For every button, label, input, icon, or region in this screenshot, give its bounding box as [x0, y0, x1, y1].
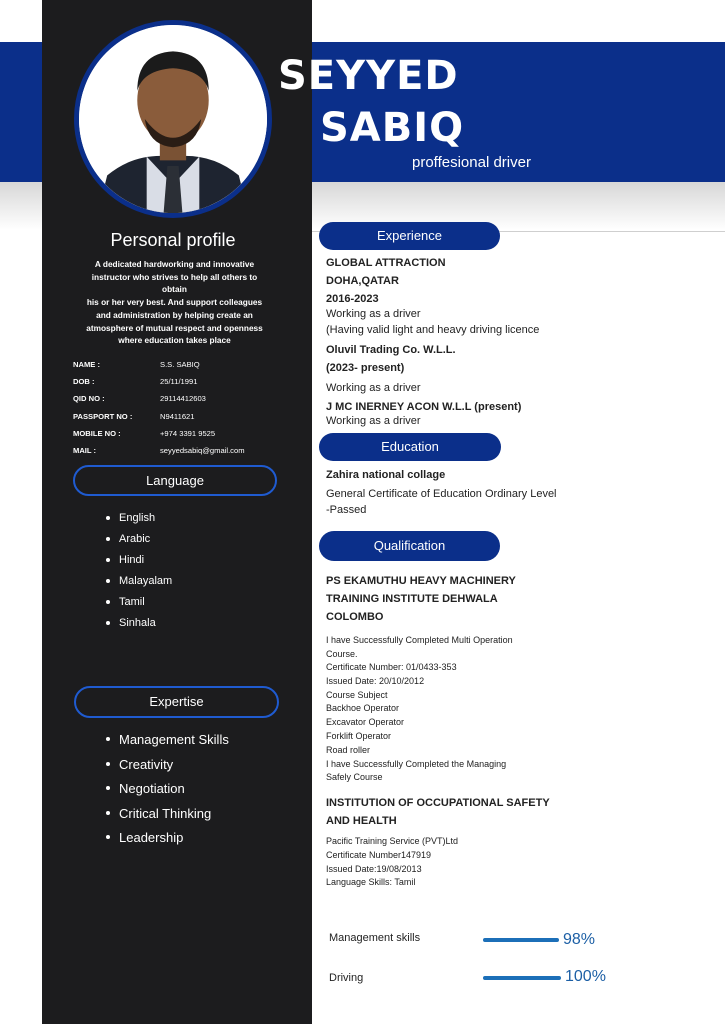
detail-row-dob [73, 373, 303, 390]
company-name: GLOBAL ATTRACTION [326, 257, 446, 269]
qualification-detail: Language Skills: Tamil [326, 877, 416, 887]
detail-row-qid [73, 390, 303, 407]
detail-row-name [73, 356, 303, 373]
company-location: DOHA,QATAR [326, 275, 399, 287]
company-name: J MC INERNEY ACON W.L.L (present) [326, 401, 522, 413]
language-list [119, 510, 172, 636]
skill-percent-management: 98% [563, 931, 596, 948]
detail-row-passport [73, 408, 303, 425]
qualification-detail: Issued Date:19/08/2013 [326, 864, 422, 874]
education-detail: -Passed [326, 504, 367, 516]
qualification-detail: Pacific Training Service (PVT)Ltd [326, 836, 459, 846]
first-name: SEYYED [278, 53, 459, 99]
list-item: Management Skills [119, 731, 229, 756]
detail-row-mobile [73, 425, 303, 442]
qualification-detail: Backhoe Operator [326, 703, 400, 713]
personal-details [73, 356, 303, 459]
detail-label: NAME : [73, 360, 100, 370]
list-item: Malayalam [119, 573, 172, 594]
list-item: English [119, 510, 172, 531]
school-name: Zahira national collage [326, 469, 446, 481]
list-item: Tamil [119, 594, 172, 615]
detail-value: N9411621 [160, 411, 195, 421]
institution-name: PS EKAMUTHU HEAVY MACHINERY [326, 575, 516, 587]
summary-line: where education takes place [118, 335, 231, 346]
last-name: SABIQ [320, 105, 465, 151]
summary-line: instructor who strives to help all others to [91, 271, 258, 282]
qualification-detail: Certificate Number: 01/0433-353 [326, 662, 457, 672]
list-item: Arabic [119, 531, 172, 552]
qualification-detail: Issued Date: 20/10/2012 [326, 676, 425, 686]
qualification-detail: Road roller [326, 745, 371, 755]
job-role: Working as a driver [326, 308, 421, 320]
skill-bar-management [483, 938, 559, 942]
qualification-detail: Forklift Operator [326, 731, 392, 741]
job-role: Working as a driver [326, 415, 421, 427]
qualification-detail: Certificate Number147919 [326, 850, 432, 860]
detail-label: DOB : [73, 377, 95, 387]
detail-label: MAIL : [73, 446, 97, 456]
institution-name: INSTITUTION OF OCCUPATIONAL SAFETY [326, 797, 550, 809]
institution-name: TRAINING INSTITUTE DEHWALA [326, 593, 498, 605]
detail-value: 29114412603 [160, 394, 206, 404]
list-item: Hindi [119, 552, 172, 573]
detail-value: 25/11/1991 [160, 377, 198, 387]
summary-line: and administration by helping create an [96, 309, 253, 320]
list-item: Negotiation [119, 780, 229, 805]
detail-label: QID NO : [73, 394, 105, 404]
institution-name: AND HEALTH [326, 815, 397, 827]
summary-line: A dedicated hardworking and innovative [94, 259, 255, 269]
qualification-detail: I have Successfully Completed Multi Operation [326, 635, 513, 645]
qualification-detail: Safely Course [326, 772, 383, 782]
employment-years: (2023- present) [326, 362, 405, 374]
expertise-heading: Expertise [74, 686, 279, 718]
job-note: (Having valid light and heavy driving licence [326, 324, 540, 336]
qualification-detail: Course. [326, 649, 358, 659]
experience-heading: Experience [319, 222, 500, 250]
portrait-image [79, 25, 267, 213]
profile-summary [62, 258, 287, 347]
detail-value: S.S. SABIQ [160, 360, 200, 370]
detail-value: seyyedsabiq@gmail.com [160, 446, 245, 456]
detail-label: MOBILE NO : [73, 428, 121, 438]
detail-label: PASSPORT NO : [73, 411, 133, 421]
qualification-detail: Excavator Operator [326, 717, 405, 727]
skill-label-management: Management skills [329, 932, 421, 944]
detail-value: +974 3391 9525 [160, 428, 216, 438]
qualification-detail: Course Subject [326, 690, 388, 700]
job-title: proffesional driver [412, 154, 531, 171]
summary-line: atmosphere of mutual respect and openness [86, 322, 263, 333]
skill-bar-driving [483, 976, 561, 980]
language-heading: Language [73, 465, 277, 496]
employment-years: 2016-2023 [326, 293, 379, 305]
expertise-list [119, 731, 229, 854]
list-item: Creativity [119, 756, 229, 781]
list-item: Sinhala [119, 615, 172, 636]
qualification-heading: Qualification [319, 531, 500, 561]
summary-line: obtain [162, 284, 187, 295]
skill-label-driving: Driving [329, 972, 364, 984]
summary-line: his or her very best. And support colleagues [86, 297, 263, 308]
list-item: Critical Thinking [119, 805, 229, 830]
profile-heading: Personal profile [110, 230, 236, 250]
skill-percent-driving: 100% [565, 968, 606, 985]
qualification-detail: I have Successfully Completed the Managing [326, 759, 507, 769]
profile-photo [74, 20, 272, 218]
job-role: Working as a driver [326, 382, 421, 394]
list-item: Leadership [119, 829, 229, 854]
institution-name: COLOMBO [326, 611, 384, 623]
detail-row-mail [73, 442, 303, 459]
company-name: Oluvil Trading Co. W.L.L. [326, 344, 456, 356]
education-detail: General Certificate of Education Ordinary Level [326, 488, 557, 500]
education-heading: Education [319, 433, 501, 461]
